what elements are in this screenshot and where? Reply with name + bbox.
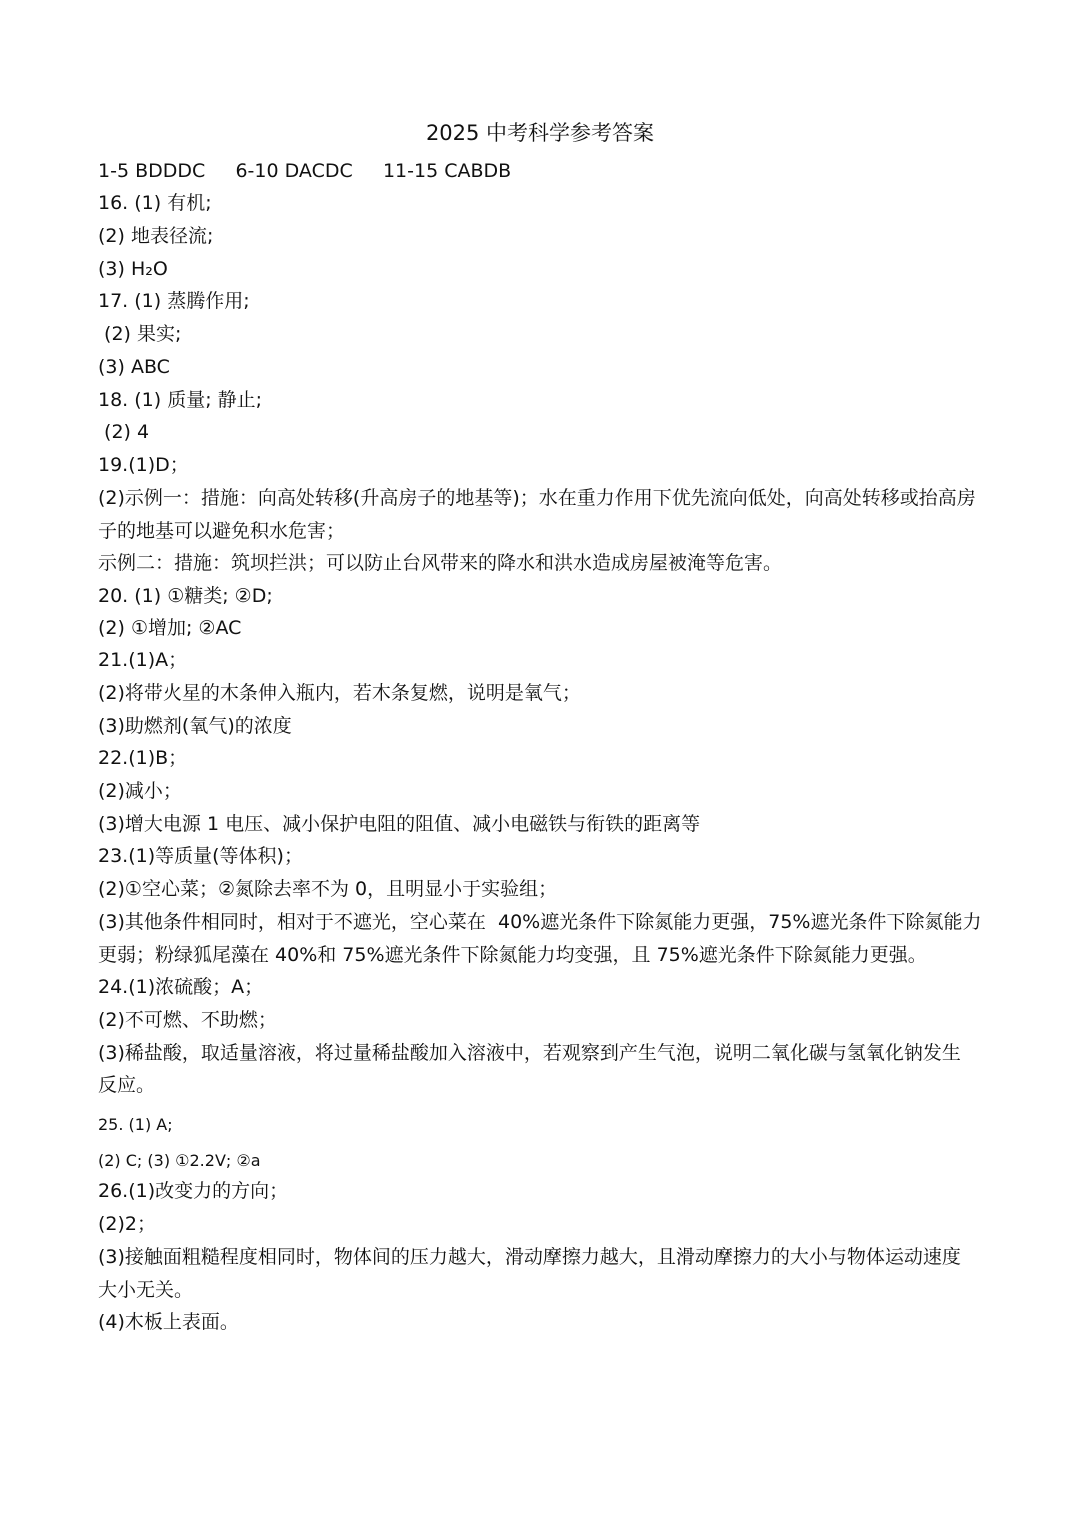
answer-line: (3)助燃剂(氧气)的浓度: [98, 715, 292, 737]
answer-line: (2)2；: [98, 1213, 157, 1235]
answer-line-22: 22.(1)B；: [98, 747, 188, 769]
answer-line: (2) 4: [98, 421, 150, 443]
answer-line: (2) C; (3) ①2.2V; ②a: [98, 1151, 261, 1170]
answer-line: (2) 地表径流;: [98, 225, 214, 247]
answer-line: (3)接触面粗糙程度相同时，物体间的压力越大，滑动摩擦力越大，且滑动摩擦力的大小与物体运动速度: [98, 1246, 961, 1268]
answer-line: 示例二：措施：筑坝拦洪；可以防止台风带来的降水和洪水造成房屋被淹等危害。: [98, 552, 783, 574]
answer-line-18: 18. (1) 质量; 静止;: [98, 389, 263, 411]
answer-line: (3)其他条件相同时，相对于不遮光，空心菜在 40%遮光条件下除氮能力更强，75%遮光条件下除氮能力: [98, 911, 982, 933]
answer-line-24: 24.(1)浓硫酸；A；: [98, 976, 264, 998]
answer-line-16: 16. (1) 有机;: [98, 192, 212, 214]
answer-line: 大小无关。: [98, 1279, 194, 1301]
answer-line-25: 25. (1) A;: [98, 1115, 173, 1134]
answer-line: (3) ABC: [98, 356, 170, 378]
answer-line: (3) H₂O: [98, 258, 168, 280]
answer-line: (2)减小；: [98, 780, 182, 802]
answer-line: (2)示例一：措施：向高处转移(升高房子的地基等)；水在重力作用下优先流向低处，向高处转移或抬高房: [98, 487, 976, 509]
answer-line: (2)①空心菜；②氮除去率不为 0，且明显小于实验组；: [98, 878, 558, 900]
answer-line: (3)增大电源 1 电压、减小保护电阻的阻值、减小电磁铁与衔铁的距离等: [98, 813, 701, 835]
answer-line: 反应。: [98, 1074, 156, 1096]
document-title: 2025 中考科学参考答案: [425, 121, 655, 145]
answer-line-23: 23.(1)等质量(等体积)；: [98, 845, 303, 867]
answer-choice-line: 1-5 BDDDC 6-10 DACDC 11-15 CABDB: [98, 160, 512, 182]
answer-line: 子的地基可以避免积水危害；: [98, 520, 346, 542]
answer-line-17: 17. (1) 蒸腾作用;: [98, 290, 250, 312]
answer-line-20: 20. (1) ①糖类; ②D;: [98, 585, 273, 607]
answer-line-19: 19.(1)D；: [98, 454, 189, 476]
answer-line: (4)木板上表面。: [98, 1311, 239, 1333]
answer-line-21: 21.(1)A；: [98, 649, 188, 671]
answer-line: (2)将带火星的木条伸入瓶内，若木条复燃，说明是氧气；: [98, 682, 581, 704]
answer-line-26: 26.(1)改变力的方向；: [98, 1180, 289, 1202]
answer-line: (2)不可燃、不助燃；: [98, 1009, 277, 1031]
answer-line: (2) ①增加; ②AC: [98, 617, 242, 639]
answer-line: (2) 果实;: [98, 323, 182, 345]
answer-line: 更弱；粉绿狐尾藻在 40%和 75%遮光条件下除氮能力均变强，且 75%遮光条件下除氮能力更强。: [98, 944, 927, 966]
answer-line: (3)稀盐酸，取适量溶液，将过量稀盐酸加入溶液中，若观察到产生气泡，说明二氧化碳与氢氧化钠发生: [98, 1042, 961, 1064]
